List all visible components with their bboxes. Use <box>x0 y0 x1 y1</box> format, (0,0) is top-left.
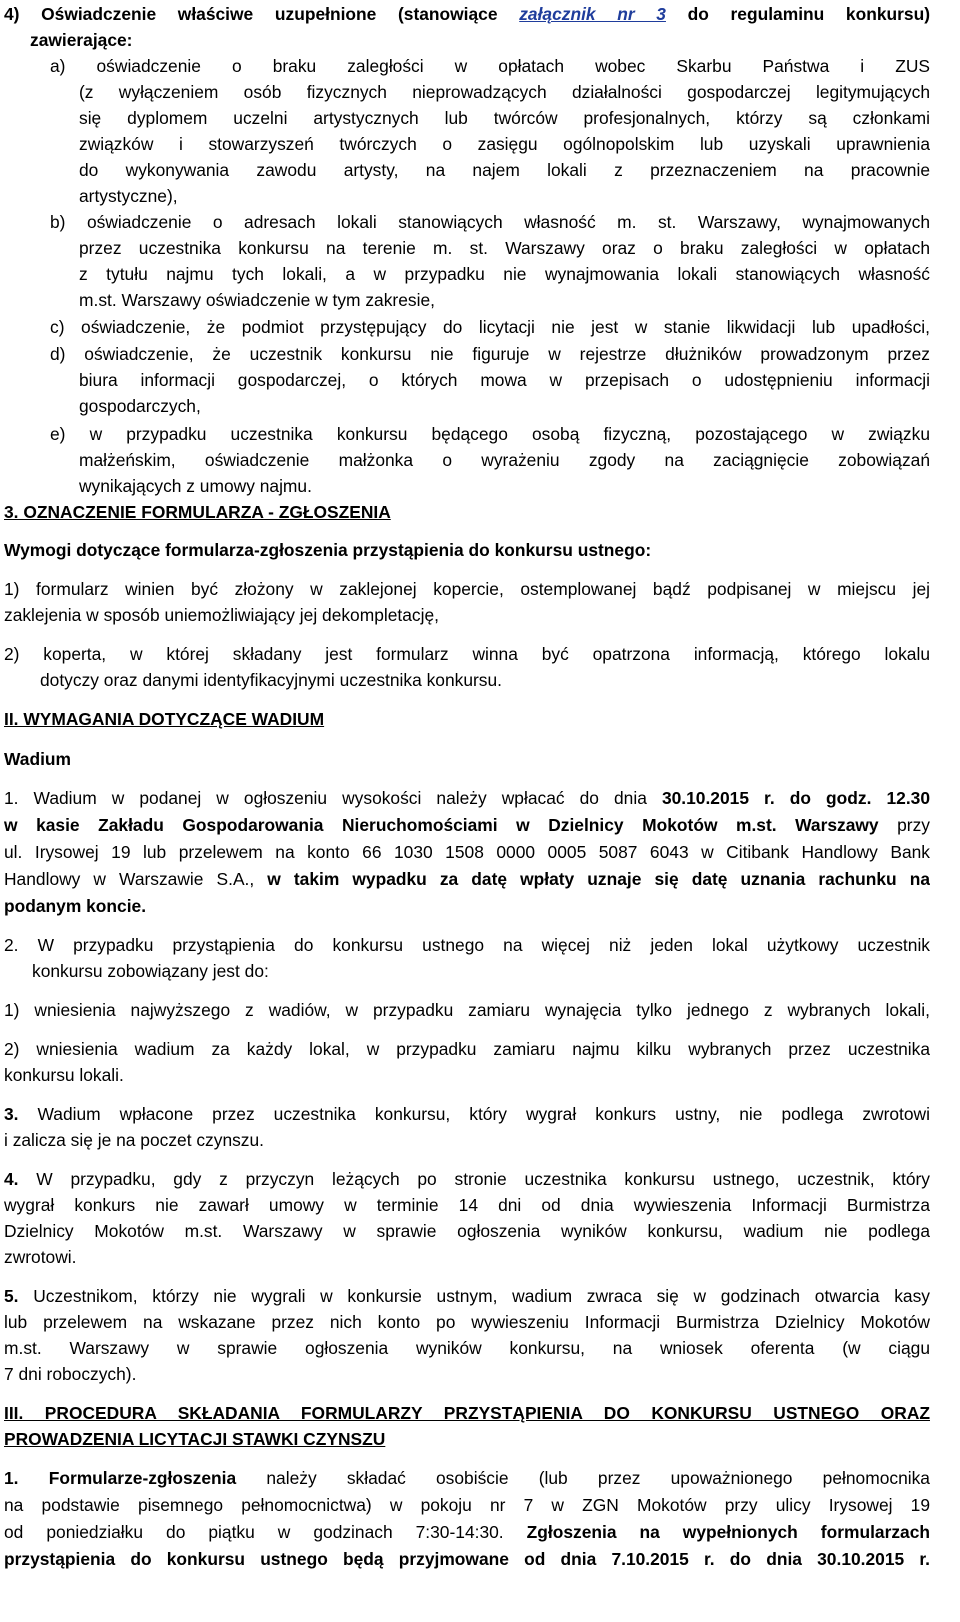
wadium-p5-line-1: 5. Uczestnikom, którzy nie wygrali w konkursie ustnym, wadium zwraca się w godzinach otwarcia kasy <box>4 1286 930 1306</box>
requirement-2-line-2: dotyczy oraz danymi identyfikacyjnymi uczestnika konkursu. <box>40 670 503 690</box>
item-a-line-6: artystyczne), <box>79 186 178 206</box>
wadium-p5-line-3: m.st. Warszawy w sprawie ogłoszenia wyników konkursu, na wniosek oferenta (w ciągu <box>4 1338 930 1358</box>
requirement-1-line-2: zaklejenia w sposób uniemożliwiający jej dekompletację, <box>4 605 439 625</box>
wadium-p1-line-5: podanym koncie. <box>4 896 147 916</box>
section-III-heading-line-1: III. PROCEDURA SKŁADANIA FORMULARZY PRZYSTĄPIENIA DO KONKURSU USTNEGO ORAZ <box>4 1403 930 1423</box>
wadium-p2-line-2: konkursu zobowiązany jest do: <box>32 961 269 981</box>
item-a-line-5: do wykonywania zawodu artysty, na najem lokali z przeznaczeniem na pracownie <box>79 160 930 180</box>
wadium-p3-line-2: i zalicza się je na poczet czynszu. <box>4 1130 265 1150</box>
wadium-p3-line-1: 3. Wadium wpłacone przez uczestnika konkursu, który wygrał konkurs ustny, nie podlega zwrotowi <box>4 1104 930 1124</box>
section-3-heading: 3. OZNACZENIE FORMULARZA - ZGŁOSZENIA <box>4 502 391 522</box>
section-III-heading-line-2: PROWADZENIA LICYTACJI STAWKI CZYNSZU <box>4 1429 386 1449</box>
wadium-p5-line-2: lub przelewem na wskazane przez nich konto po wywieszeniu Informacji Burmistrza Dzielnicy Mokotów <box>4 1312 930 1332</box>
item-b-line-2: przez uczestnika konkursu na terenie m. st. Warszawy oraz o braku zaległości w opłatach <box>79 238 930 258</box>
item-b-line-1: b) oświadczenie o adresach lokali stanowiących własność m. st. Warszawy, wynajmowanych <box>50 212 930 232</box>
wadium-p2-line-1: 2. W przypadku przystąpienia do konkursu ustnego na więcej niż jeden lokal użytkowy uczestnik <box>4 935 930 955</box>
procedure-p1-line-4: przystąpienia do konkursu ustnego będą przyjmowane od dnia 7.10.2015 r. do dnia 30.10.2015 r. <box>4 1549 930 1569</box>
item-a-line-4: związków i stowarzyszeń twórczych o zasięgu ogólnopolskim lub uzyskali uprawnienia <box>79 134 930 154</box>
item-d-line-2: biura informacji gospodarczej, o których mowa w przepisach o udostępnieniu informacji <box>79 370 930 390</box>
item-a-line-1: a) oświadczenie o braku zaległości w opłatach wobec Skarbu Państwa i ZUS <box>50 56 930 76</box>
wadium-p1-line-2: w kasie Zakładu Gospodarowania Nieruchomościami w Dzielnicy Mokotów m.st. Warszawy przy <box>4 815 930 835</box>
wadium-p2-item-2-line-1: 2) wniesienia wadium za każdy lokal, w przypadku zamiaru najmu kilku wybranych przez uczestnika <box>4 1039 930 1059</box>
procedure-p1-line-2: na podstawie pisemnego pełnomocnictwa) w pokoju nr 7 w ZGN Mokotów przy ulicy Irysowej 19 <box>4 1495 930 1515</box>
item-e-line-2: małżeńskim, oświadczenie małżonka o wyrażeniu zgody na zaciągnięcie zobowiązań <box>79 450 930 470</box>
item-b-line-4: m.st. Warszawy oświadczenie w tym zakresie, <box>79 290 435 310</box>
wadium-p1-line-1: 1. Wadium w podanej w ogłoszeniu wysokości należy wpłacać do dnia 30.10.2015 r. do godz. 12.30 <box>4 788 930 808</box>
wadium-p1-line-3: ul. Irysowej 19 lub przelewem na konto 66 1030 1508 0000 0005 5087 6043 w Citibank Handlowy Bank <box>4 842 930 862</box>
wadium-heading: Wadium <box>4 749 71 769</box>
procedure-p1-line-3: od poniedziałku do piątku w godzinach 7:30-14:30. Zgłoszenia na wypełnionych formularzach <box>4 1522 930 1542</box>
section-II-heading: II. WYMAGANIA DOTYCZĄCE WADIUM <box>4 709 325 729</box>
item-d-line-1: d) oświadczenie, że uczestnik konkursu nie figuruje w rejestrze dłużników prowadzonym przez <box>50 344 930 364</box>
requirements-heading: Wymogi dotyczące formularza-zgłoszenia przystąpienia do konkursu ustnego: <box>4 540 652 560</box>
wadium-p4-line-4: zwrotowi. <box>4 1247 77 1267</box>
wadium-p4-line-3: Dzielnicy Mokotów m.st. Warszawy w sprawie ogłoszenia wyników konkursu, wadium nie podlega <box>4 1221 930 1241</box>
wadium-p4-line-1: 4. W przypadku, gdy z przyczyn leżących po stronie uczestnika konkursu ustnego, uczestnik, który <box>4 1169 930 1189</box>
item-c: c) oświadczenie, że podmiot przystępujący do licytacji nie jest w stanie likwidacji lub upadłości, <box>50 317 930 337</box>
item-d-line-3: gospodarczych, <box>79 396 201 416</box>
wadium-p5-line-4: 7 dni roboczych). <box>4 1364 137 1384</box>
item-a-line-3: się dyplomem uczelni artystycznych lub twórców profesjonalnych, którzy są członkami <box>79 108 930 128</box>
attachment-3-link[interactable]: załącznik nr 3 <box>519 4 666 24</box>
wadium-p1-line-4: Handlowy w Warszawie S.A., w takim wypadku za datę wpłaty uznaje się datę uznania rachunku na <box>4 869 930 889</box>
requirement-2-line-1: 2) koperta, w której składany jest formularz winna być opatrzona informacją, którego lokalu <box>4 644 930 664</box>
item-e-line-1: e) w przypadku uczestnika konkursu będącego osobą fizyczną, pozostającego w związku <box>50 424 930 444</box>
item-a-line-2: (z wyłączeniem osób fizycznych nieprowadzących działalności gospodarczej legitymujących <box>79 82 930 102</box>
wadium-p2-item-2-line-2: konkursu lokali. <box>4 1065 124 1085</box>
item-b-line-3: z tytułu najmu tych lokali, a w przypadku nie wynajmowania lokali stanowiących własność <box>79 264 930 284</box>
procedure-p1-line-1: 1. Formularze-zgłoszenia należy składać osobiście (lub przez upoważnionego pełnomocnika <box>4 1468 930 1488</box>
wadium-p2-item-1: 1) wniesienia najwyższego z wadiów, w przypadku zamiaru wynajęcia tylko jednego z wybranych lokali, <box>4 1000 930 1020</box>
item-e-line-3: wynikających z umowy najmu. <box>79 476 312 496</box>
section-4-line-2: zawierające: <box>30 30 133 50</box>
wadium-p4-line-2: wygrał konkurs nie zawarł umowy w terminie 14 dni od dnia wywieszenia Informacji Burmistrza <box>4 1195 930 1215</box>
requirement-1-line-1: 1) formularz winien być złożony w zaklejonej kopercie, ostemplowanej bądź podpisanej w miejscu jej <box>4 579 930 599</box>
section-4-line-1: 4) Oświadczenie właściwe uzupełnione (stanowiące załącznik nr 3 do regulaminu konkursu) <box>4 4 930 24</box>
